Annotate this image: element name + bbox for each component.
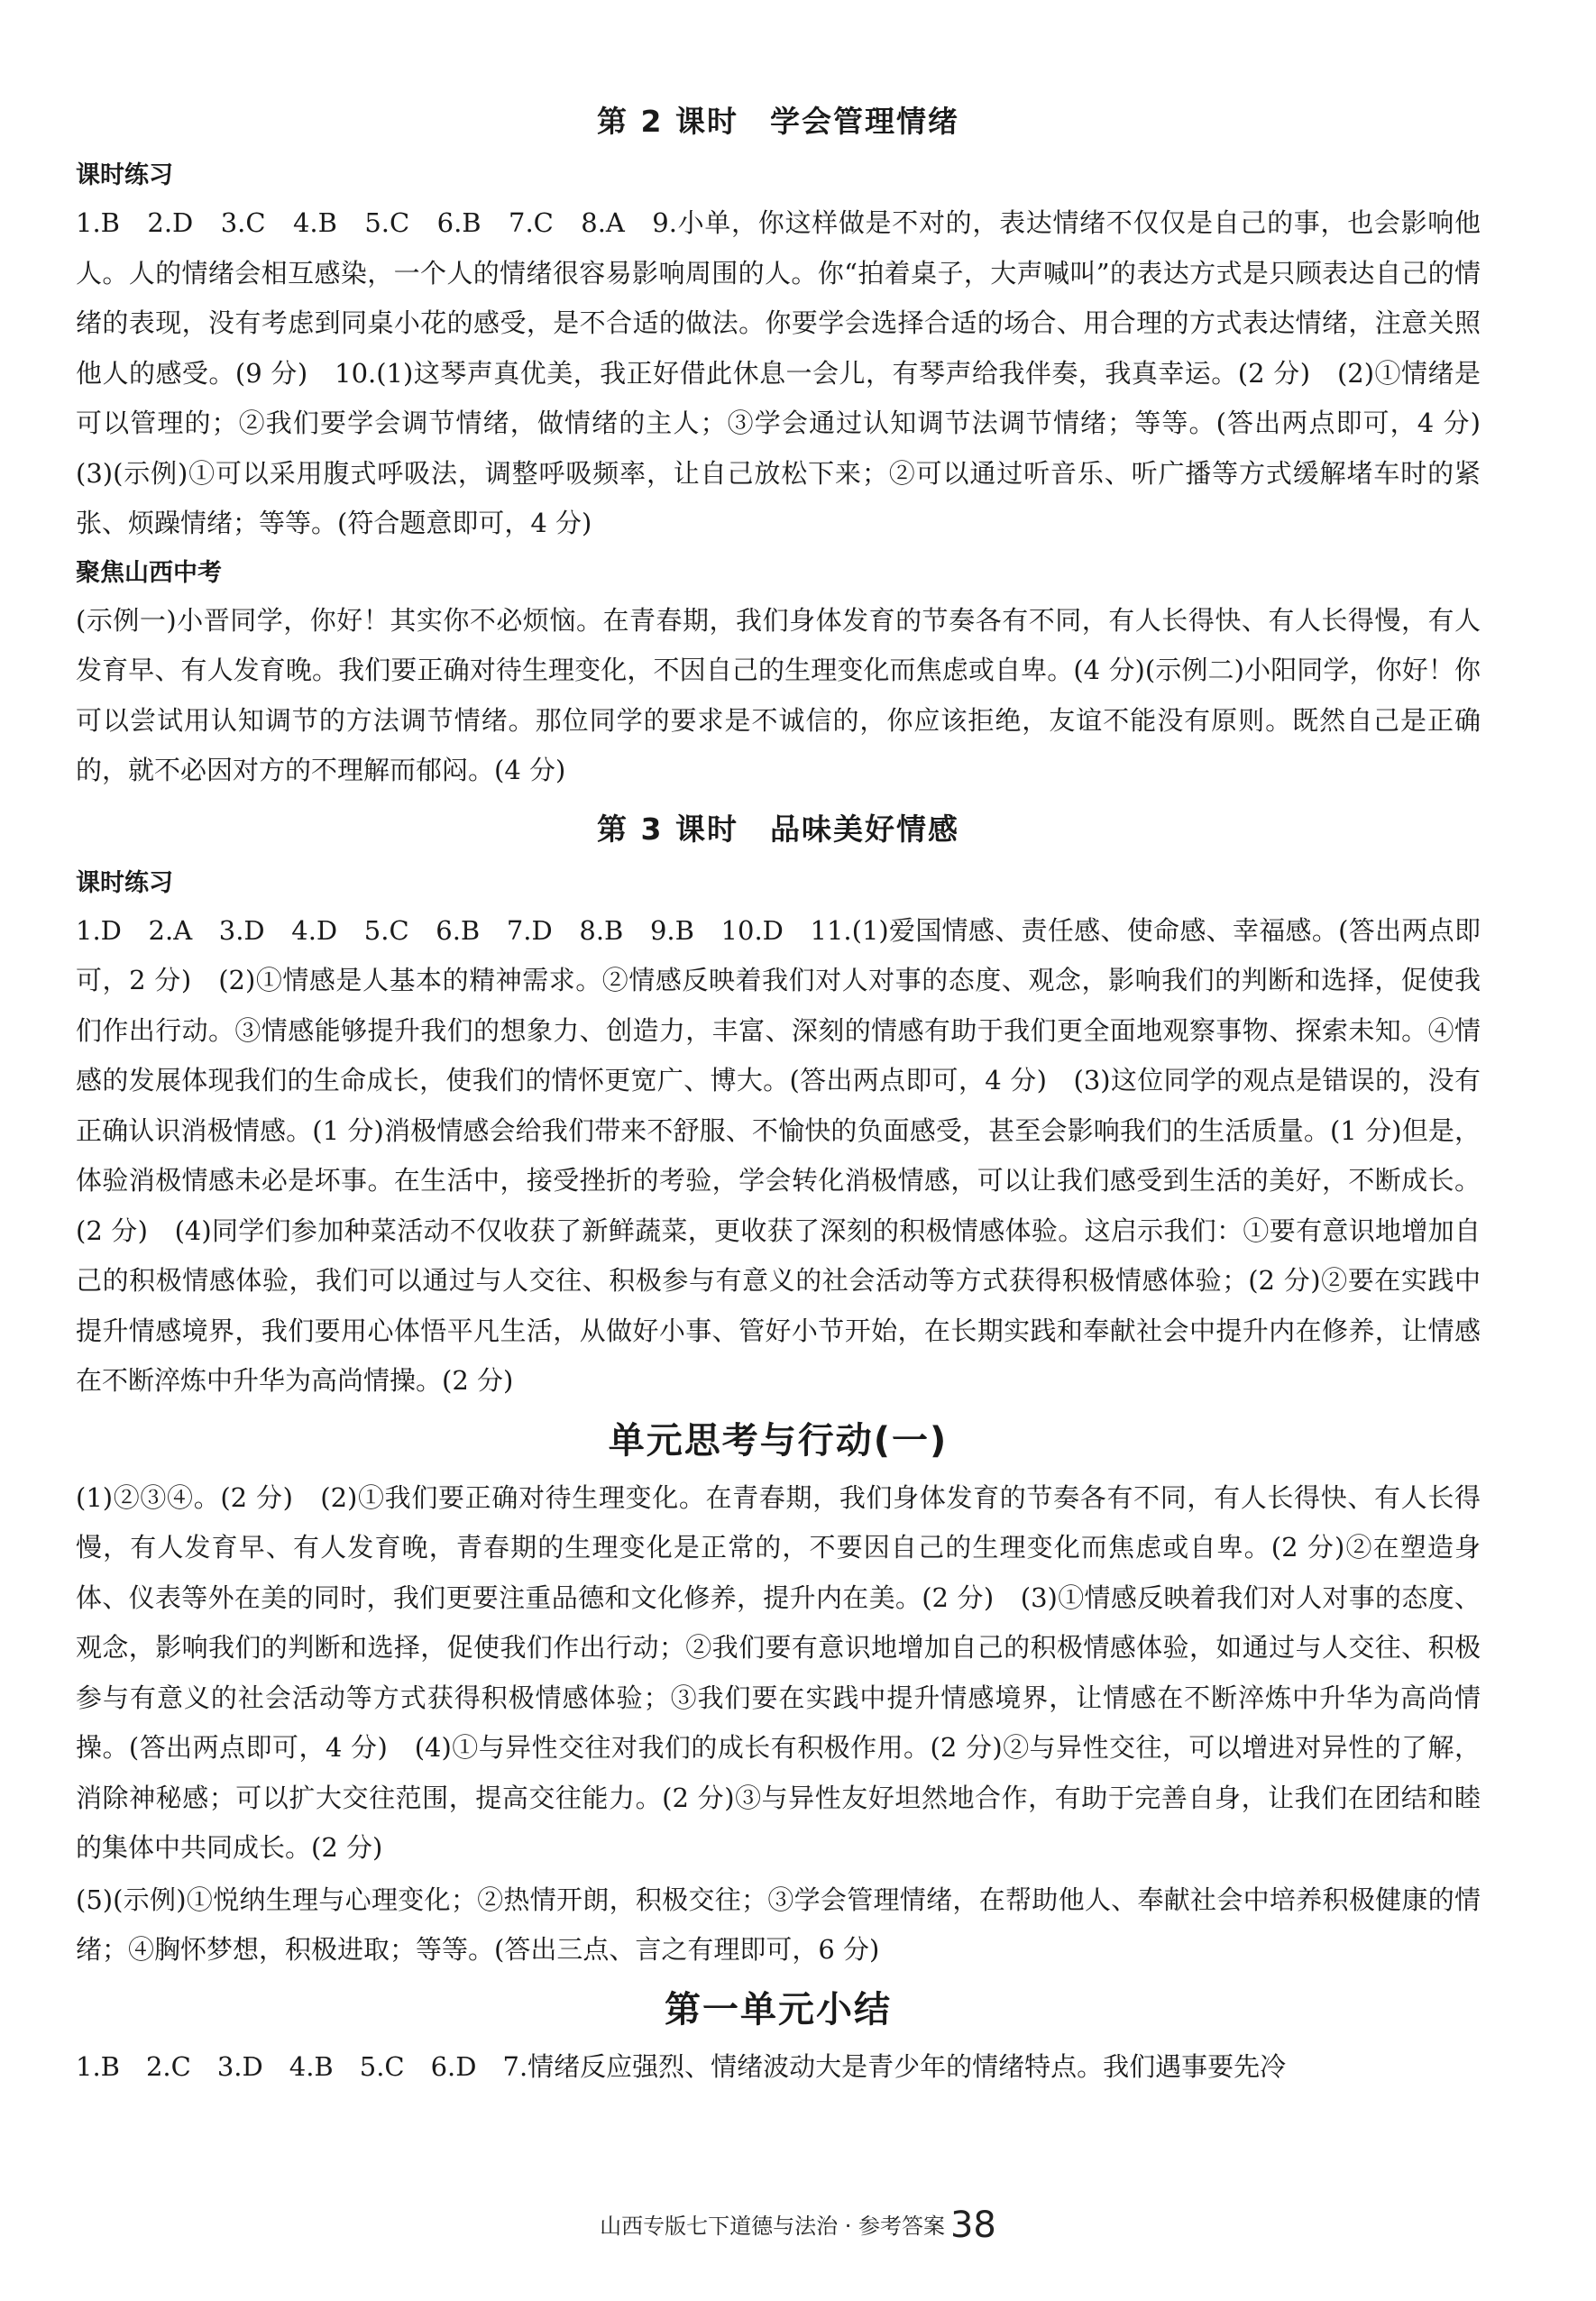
unit-think-answers-5: (5)(示例)①悦纳生理与心理变化；②热情开朗，积极交往；③学会管理情绪，在帮助他人、奉献社会中培养积极健康的情绪；④胸怀梦想，积极进取；等等。(答出三点、言之有理即可，6 分) — [76, 1884, 1481, 1965]
unit-summary-title: 第一单元小结 — [665, 1988, 892, 2031]
lesson2-practice-label: 课时练习 — [76, 161, 173, 189]
page-footer — [0, 2205, 1596, 2246]
page-number: 38 — [949, 2205, 996, 2246]
unit-summary-answers: 1.B 2.C 3.D 4.B 5.C 6.D 7.情绪反应强烈、情绪波动大是青少年的情绪特点。我们遇事要先冷 — [76, 2050, 1287, 2082]
lesson2-exam-label: 聚焦山西中考 — [76, 558, 222, 587]
unit-think-title: 单元思考与行动(一) — [608, 1419, 949, 1462]
lesson2-practice-answers: 1.B 2.D 3.C 4.B 5.C 6.B 7.C 8.A 9.小单，你这样做是不对的，表达情绪不仅仅是自己的事，也会影响他人。人的情绪会相互感染，一个人的情绪很容易影响周围的人。你“拍着桌子，大声喊叫”的表达方式是只顾表达自己的情绪的表现，没有考虑到同桌小花的感受，是不合适的做法。你要学会选择合适的场合、用合理的方式表达情绪，注意关照他人的感受。(9 分) 10.(1)这琴声真优美，我正好借此休息一会儿，有琴声给我伴奏，我真幸运。(2 分) (2)①情绪是可以管理的；②我们要学会调节情绪，做情绪的主人；③学会通过认知调节法调节情绪；等等。(答出两点即可，4 分) (3)(示例)①可以采用腹式呼吸法，调整呼吸频率，让自己放松下来；②可以通过听音乐、听广播等方式缓解堵车时的紧张、烦躁情绪；等等。(符合题意即可，4 分) — [76, 207, 1508, 538]
unit-think-answers: (1)②③④。(2 分) (2)①我们要正确对待生理变化。在青春期，我们身体发育的节奏各有不同，有人长得快、有人长得慢，有人发育早、有人发育晚，青春期的生理变化是正常的，不要因自己的生理变化而焦虑或自卑。(2 分)②在塑造身体、仪表等外在美的同时，我们更要注重品德和文化修养，提升内在美。(2 分) (3)①情感反映着我们对人对事的态度、观念，影响我们的判断和选择，促使我们作出行动；②我们要有意识地增加自己的积极情感体验，如通过与人交往、积极参与有意义的社会活动等方式获得积极情感体验；③我们要在实践中提升情感境界，让情感在不断淬炼中升华为高尚情操。(答出两点即可，4 分) (4)①与异性交往对我们的成长有积极作用。(2 分)②与异性交往，可以增进对异性的了解，消除神秘感；可以扩大交往范围，提高交往能力。(2 分)③与异性友好坦然地合作，有助于完善自身，让我们在团结和睦的集体中共同成长。(2 分) — [76, 1481, 1481, 1863]
lesson3-title: 第 3 课时 品味美好情感 — [597, 811, 959, 847]
lesson3-practice-label: 课时练习 — [76, 868, 173, 897]
lesson2-exam-answers: (示例一)小晋同学，你好！其实你不必烦恼。在青春期，我们身体发育的节奏各有不同，有人长得快、有人长得慢，有人发育早、有人发育晚。我们要正确对待生理变化，不因自己的生理变化而焦虑或自卑。(4 分)(示例二)小阳同学，你好！你可以尝试用认知调节的方法调节情绪。那位同学的要求是不诚信的，你应该拒绝，友谊不能没有原则。既然自己是正确的，就不必因对方的不理解而郁闷。(4 分) — [76, 604, 1481, 785]
footer-label: 山西专版七下道德与法治 · 参考答案 — [600, 2214, 945, 2239]
lesson2-title: 第 2 课时 学会管理情绪 — [597, 104, 959, 139]
lesson3-practice-answers: 1.D 2.A 3.D 4.D 5.C 6.B 7.D 8.B 9.B 10.D 11.(1)爱国情感、责任感、使命感、幸福感。(答出两点即可，2 分) (2)①情感是人基本的精神需求。②情感反映着我们对人对事的态度、观念，影响我们的判断和选择，促使我们作出行动。③情感能够提升我们的想象力、创造力，丰富、深刻的情感有助于我们更全面地观察事物、探索未知。④情感的发展体现我们的生命成长，使我们的情怀更宽广、博大。(答出两点即可，4 分) (3)这位同学的观点是错误的，没有正确认识消极情感。(1 分)消极情感会给我们带来不舒服、不愉快的负面感受，甚至会影响我们的生活质量。(1 分)但是，体验消极情感未必是坏事。在生活中，接受挫折的考验，学会转化消极情感，可以让我们感受到生活的美好，不断成长。(2 分) (4)同学们参加种菜活动不仅收获了新鲜蔬菜，更收获了深刻的积极情感体验。这启示我们：①要有意识地增加自己的积极情感体验，我们可以通过与人交往、积极参与有意义的社会活动等方式获得积极情感体验；(2 分)②要在实践中提升情感境界，我们要用心体悟平凡生活，从做好小事、管好小节开始，在长期实践和奉献社会中提升内在修养，让情感在不断淬炼中升华为高尚情操。(2 分) — [76, 914, 1481, 1396]
